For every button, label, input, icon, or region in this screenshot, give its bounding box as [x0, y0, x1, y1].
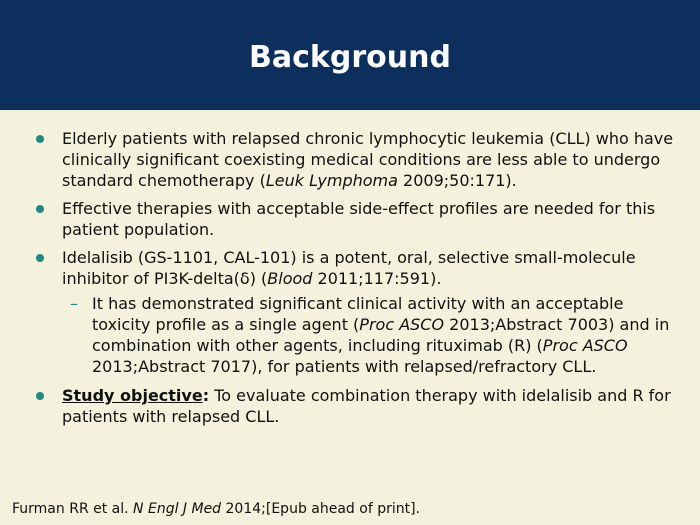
- sub-bullet-ref: 2013;Abstract 7017), for patients with relapsed/refractory CLL.: [92, 357, 597, 376]
- page-title: Background: [249, 39, 451, 75]
- bullet-item-3: [0, 247, 700, 289]
- bullet-1-journal: Leuk Lymphoma: [265, 171, 398, 190]
- study-objective-label: Study objective: [62, 386, 203, 405]
- bullet-item-1: [0, 128, 700, 191]
- citation-details: 2014;[Epub ahead of print].: [221, 501, 421, 517]
- sub-bullet-text: It has demonstrated significant clinical activity with an acceptable toxicity profile as a single agent (: [92, 294, 624, 334]
- bullet-1-text: Elderly patients with relapsed chronic lymphocytic leukemia (CLL) who have clinically significant coexisting medical conditions are less able to undergo standard chemotherapy (: [62, 129, 674, 190]
- study-objective-text: To evaluate combination therapy with idelalisib and R for patients with relapsed CLL.: [62, 386, 671, 426]
- bullet-dot-icon: [36, 135, 44, 143]
- study-objective-colon: :: [202, 386, 210, 405]
- bullet-item-2: [0, 198, 700, 240]
- citation: [12, 500, 420, 518]
- citation-journal: N Engl J Med: [133, 501, 222, 517]
- bullet-1-ref: 2009;50:171).: [397, 171, 517, 190]
- bullet-2-text: Effective therapies with acceptable side-effect profiles are needed for this patient population.: [62, 199, 656, 239]
- sub-bullet-item-1: [0, 293, 700, 377]
- citation-authors: Furman RR et al.: [12, 501, 134, 517]
- bullet-dot-icon: [36, 392, 44, 400]
- title-banner: [0, 0, 700, 110]
- sub-bullet-journal-2: Proc ASCO: [542, 336, 628, 355]
- bullet-item-4: [0, 385, 700, 427]
- bullet-3-journal: Blood: [267, 269, 313, 288]
- bullet-list: [0, 128, 700, 434]
- bullet-3-text: Idelalisib (GS-1101, CAL-101) is a potent, oral, selective small-molecule inhibitor of PI3K-delta(δ) (: [62, 248, 636, 288]
- bullet-dot-icon: [36, 254, 44, 262]
- bullet-3-ref: 2011;117:591).: [312, 269, 442, 288]
- dash-icon: –: [70, 294, 78, 313]
- bullet-dot-icon: [36, 205, 44, 213]
- sub-bullet-mid: 2013;Abstract 7003) and in combination with other agents, including rituximab (R) (: [92, 315, 670, 355]
- sub-bullet-journal-1: Proc ASCO: [359, 315, 445, 334]
